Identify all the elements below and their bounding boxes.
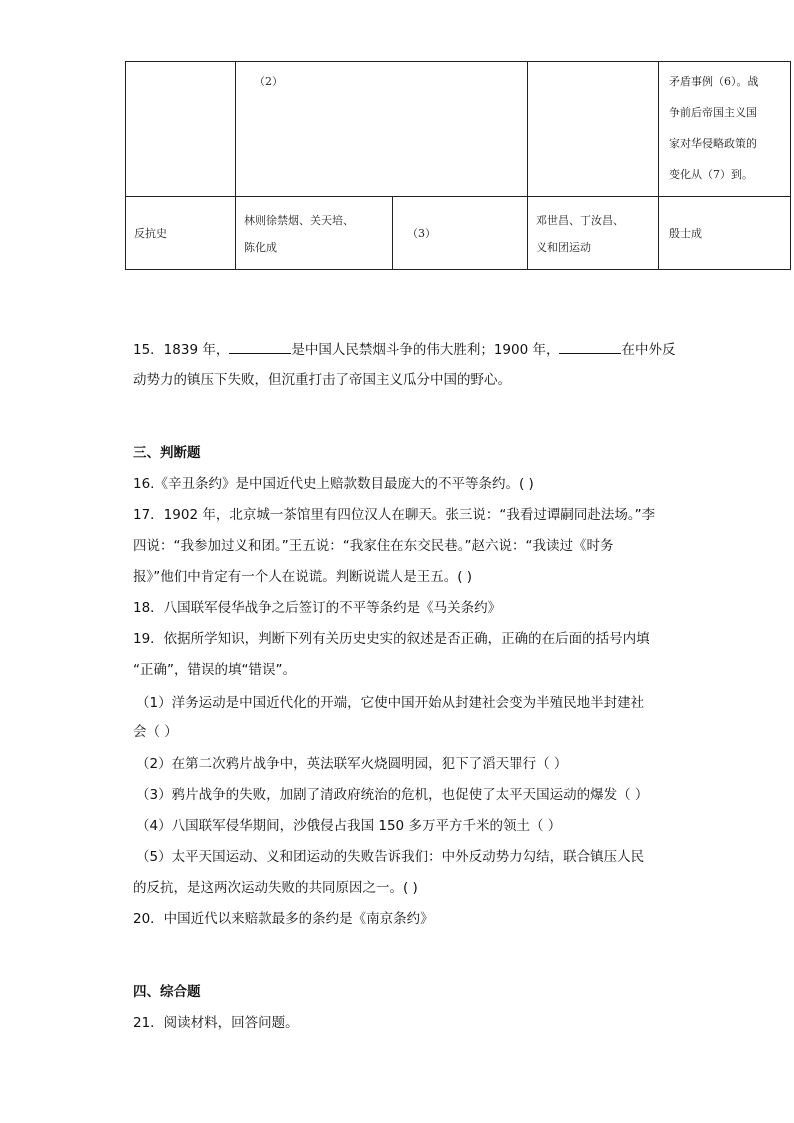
question-19-item-1: （1）洋务运动是中国近代化的开端，它使中国开始从封建社会变为半殖民地半封建社 bbox=[136, 695, 645, 711]
table-cell-text: （3） bbox=[407, 227, 436, 240]
question-17-line-1: 17．1902 年，北京城一茶馆里有四位汉人在聊天。张三说：“我看过谭嗣同赴法场。”李 bbox=[133, 507, 656, 523]
table-cell-text: （2） bbox=[254, 75, 283, 88]
question-17-line-3: 报》”他们中肯定有一个人在说谎。判断说谎人是王五。( ) bbox=[133, 569, 473, 585]
section-heading-judgment: 三、判断题 bbox=[133, 445, 201, 461]
table-cell bbox=[235, 196, 393, 270]
table-cell bbox=[527, 61, 659, 197]
question-16: 16.《辛丑条约》是中国近代史上赔款数目最庞大的不平等条约。( ) bbox=[133, 476, 534, 492]
table-cell-text: 殷士成 bbox=[669, 227, 702, 240]
question-21: 21．阅读材料，回答问题。 bbox=[133, 1015, 299, 1031]
table-cell-text: 争前后帝国主义国 bbox=[669, 106, 757, 119]
table-row-header: 反抗史 bbox=[134, 227, 167, 240]
question-19-line-1: 19．依据所学知识，判断下列有关历史史实的叙述是否正确，正确的在后面的括号内填 bbox=[133, 631, 650, 647]
section-heading-comprehensive: 四、综合题 bbox=[133, 984, 201, 1000]
table-cell-text: 邓世昌、丁汝昌、 bbox=[536, 214, 624, 227]
table-cell bbox=[235, 61, 528, 197]
question-19-item-4: （4）八国联军侵华期间，沙俄侵占我国 150 多万平方千米的领土（ ） bbox=[136, 818, 562, 834]
question-17-line-2: 四说：“我参加过义和团。”王五说：“我家住在东交民巷。”赵六说：“我读过《时务 bbox=[133, 538, 614, 554]
table-cell bbox=[527, 196, 659, 270]
question-15-line-2: 动势力的镇压下失败，但沉重打击了帝国主义瓜分中国的野心。 bbox=[133, 372, 511, 388]
question-19-item-5-cont: 的反抗，是这两次运动失败的共同原因之一。( ) bbox=[133, 880, 418, 896]
table-cell-text: 矛盾事例（6）。战 bbox=[669, 75, 759, 88]
question-15-line-1: 15．1839 年， 是中国人民禁烟斗争的伟大胜利；1900 年， 在中外反 bbox=[133, 339, 675, 360]
table-cell bbox=[392, 196, 528, 270]
question-19-item-1-cont: 会（ ） bbox=[133, 724, 178, 740]
answer-blank[interactable] bbox=[229, 339, 291, 354]
table-cell bbox=[658, 196, 791, 270]
question-18: 18．八国联军侵华战争之后签订的不平等条约是《马关条约》 bbox=[133, 600, 502, 616]
table-cell bbox=[125, 196, 236, 270]
table-cell-text: 陈化成 bbox=[244, 241, 277, 254]
question-19-item-3: （3）鸦片战争的失败，加剧了清政府统治的危机，也促使了太平天国运动的爆发（ ） bbox=[136, 787, 649, 803]
table-cell-text: 林则徐禁烟、关天培、 bbox=[244, 214, 354, 227]
table-cell bbox=[125, 61, 236, 197]
table-cell-text: 义和团运动 bbox=[536, 241, 591, 254]
table-cell bbox=[658, 61, 791, 197]
question-19-line-2: “正确”，错误的填“错误”。 bbox=[133, 662, 296, 678]
answer-blank[interactable] bbox=[559, 339, 621, 354]
table-cell-text: 变化从（7）到。 bbox=[669, 168, 753, 181]
table-cell-text: 家对华侵略政策的 bbox=[669, 137, 757, 150]
question-19-item-5: （5）太平天国运动、义和团运动的失败告诉我们：中外反动势力勾结，联合镇压人民 bbox=[136, 849, 645, 865]
question-20: 20．中国近代以来赔款最多的条约是《南京条约》 bbox=[133, 911, 434, 927]
question-19-item-2: （2）在第二次鸦片战争中，英法联军火烧圆明园，犯下了滔天罪行（ ） bbox=[136, 756, 568, 772]
